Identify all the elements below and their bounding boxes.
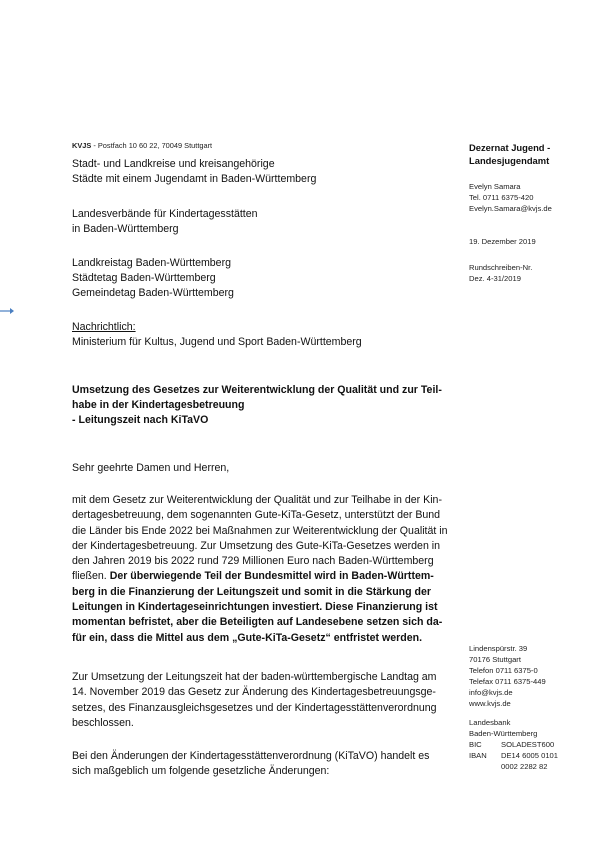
reference-block [469, 262, 532, 284]
address-email[interactable]: info@kvjs.de [469, 688, 513, 697]
cc-label: Nachrichtlich: [72, 321, 136, 333]
text-line: der Kindertagesbetreuung. Zur Umsetzung des Gute-KiTa-Gesetzes werden in [72, 539, 441, 552]
iban-value: DE14 6005 0101 [501, 751, 559, 760]
address-phone: Telefon 0711 6375-0 [469, 666, 538, 675]
address-fax: Telefax 0711 6375-449 [469, 677, 546, 686]
reference-label: Rundschreiben-Nr. [469, 263, 533, 272]
subject-line: Umsetzung des Gesetzes zur Weiterentwicklung der Qualität und zur Teil- [72, 384, 442, 396]
salutation: Sehr geehrte Damen und Herren, [72, 462, 230, 474]
bank-iban-row [469, 750, 558, 761]
recipient-group-1 [72, 157, 316, 187]
address-block [469, 643, 546, 709]
text-line: beschlossen. [72, 716, 134, 729]
text-line: berg in die Finanzierung der Leitungszeit und somit in die Stärkung der [72, 585, 432, 598]
text-line: Leitungen in Kindertageseinrichtungen investiert. Diese Finanzierung ist [72, 601, 438, 614]
paragraph-3 [72, 749, 429, 780]
iban-label: IBAN [469, 751, 487, 760]
text-span: fließen. [72, 570, 110, 583]
cc-recipient: Ministerium für Kultus, Jugend und Sport Baden-Württemberg [72, 336, 362, 348]
text-line [72, 569, 448, 584]
letter-date: 19. Dezember 2019 [469, 237, 536, 246]
bank-name: Landesbank [469, 718, 511, 727]
text-line: mit dem Gesetz zur Weiterentwicklung der Qualität und zur Teilhabe in der Kin- [72, 494, 442, 506]
bank-iban-row-2 [469, 761, 558, 772]
bic-value: SOLADEST600 [501, 740, 555, 749]
recipient-line: Landkreistag Baden-Württemberg [72, 257, 231, 269]
paragraph-2 [72, 670, 437, 731]
subject-line: habe in der Kindertagesbetreuung [72, 399, 245, 411]
contact-email[interactable]: Evelyn.Samara@kvjs.de [469, 204, 552, 213]
recipient-line: Städtetag Baden-Württemberg [72, 272, 216, 284]
bank-bic-row [469, 739, 558, 750]
paragraph-1 [72, 493, 448, 646]
reference-number: Dez. 4-31/2019 [469, 274, 521, 283]
cc-block [72, 320, 362, 350]
contact-block [469, 181, 552, 214]
address-website[interactable]: www.kvjs.de [469, 699, 511, 708]
text-line: setzes, des Finanzausgleichsgesetzes und der Kindertagesstättenverordnung [72, 701, 437, 714]
text-line: 14. November 2019 das Gesetz zur Änderung des Kindertagesbetreuungsge- [72, 686, 436, 699]
text-line: dertagesbetreuung, dem sogenannten Gute-KiTa-Gesetz, unterstützt der Bund [72, 509, 441, 522]
bank-name: Baden-Württemberg [469, 729, 538, 738]
bank-block [469, 717, 558, 772]
address-street: Lindenspürstr. 39 [469, 644, 528, 653]
text-line: den Jahren 2019 bis 2022 rund 729 Millionen Euro nach Baden-Württemberg [72, 555, 434, 568]
recipient-line: Städte mit einem Jugendamt in Baden-Württemberg [72, 173, 317, 185]
department-line: Landesjugendamt [469, 154, 550, 166]
text-line: die Länder bis Ende 2022 bei Maßnahmen zur Weiterentwicklung der Qualität in [72, 524, 448, 537]
recipient-line: Stadt- und Landkreise und kreisangehörige [72, 158, 275, 170]
recipient-group-3 [72, 256, 234, 301]
contact-name: Evelyn Samara [469, 182, 521, 191]
contact-phone: Tel. 0711 6375-420 [469, 193, 534, 202]
address-city: 70176 Stuttgart [469, 655, 521, 664]
sender-address: - Postfach 10 60 22, 70049 Stuttgart [91, 141, 213, 150]
recipient-line: Landesverbände für Kindertagesstätten [72, 208, 258, 220]
recipient-line: in Baden-Württemberg [72, 223, 179, 235]
text-line: Bei den Änderungen der Kindertagesstättenverordnung (KiTaVO) handelt es [72, 750, 430, 762]
iban-value-continued: 0002 2282 82 [501, 762, 548, 771]
sender-org: KVJS [72, 141, 92, 150]
sender-line [72, 141, 212, 150]
text-line: Zur Umsetzung der Leitungszeit hat der baden-württembergische Landtag am [72, 671, 437, 683]
text-span-bold: Der überwiegende Teil der Bundesmittel wird in Baden-Württem- [109, 570, 434, 583]
recipient-group-2 [72, 207, 258, 237]
department-line: Dezernat Jugend - [469, 142, 551, 153]
text-line: für ein, dass die Mittel aus dem „Gute-KiTa-Gesetz“ entfristet werden. [72, 631, 423, 644]
department-title [469, 142, 550, 167]
text-line: momentan befristet, aber die Beteiligten auf Landesebene setzen sich da- [72, 616, 443, 629]
recipient-line: Gemeindetag Baden-Württemberg [72, 287, 234, 299]
text-line: sich maßgeblich um folgende gesetzliche Änderungen: [72, 765, 330, 778]
bic-label: BIC [469, 740, 482, 749]
margin-arrow-icon [0, 307, 14, 315]
subject-line: - Leitungszeit nach KiTaVO [72, 414, 209, 426]
subject [72, 383, 442, 428]
